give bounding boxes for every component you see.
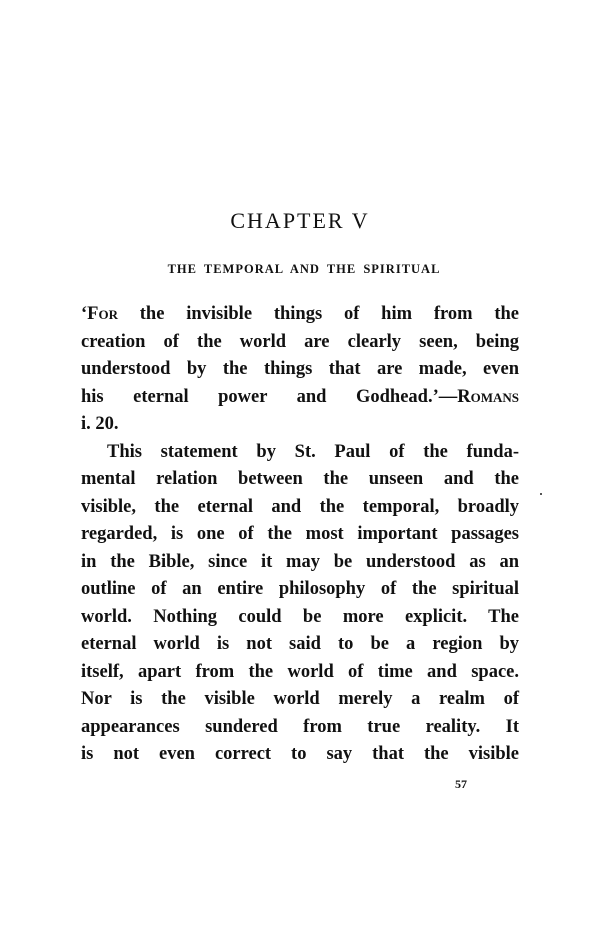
epigraph-line: i. 20. (81, 414, 119, 434)
epigraph-text: his eternal power and Godhead.’— (81, 386, 458, 407)
paragraph-line: in the Bible, since it may be understood as an (81, 551, 519, 572)
scan-speck (540, 493, 542, 495)
epigraph-line (81, 301, 519, 329)
epigraph-line: creation of the world are clearly seen, being (81, 331, 519, 352)
paragraph-line: regarded, is one of the most important passages (81, 524, 519, 544)
epigraph-line (81, 384, 519, 412)
chapter-title: CHAPTER V (230, 208, 370, 233)
paragraph-line: outline of an entire philosophy of the spiritual (81, 579, 519, 599)
paragraph-line: mental relation between the unseen and the (81, 469, 519, 489)
paragraph-line: This statement by St. Paul of the funda- (107, 441, 519, 462)
paragraph-line: itself, apart from the world of time and space. (81, 661, 519, 682)
epigraph-text: the invisible things of him from the (117, 304, 519, 324)
epigraph-line: understood by the things that are made, even (81, 359, 519, 379)
paragraph-line: Nor is the visible world merely a realm of (81, 689, 519, 709)
paragraph-line: is not even correct to say that the visible (81, 744, 519, 764)
paragraph-line: eternal world is not said to be a region by (81, 634, 519, 654)
paragraph-line: world. Nothing could be more explicit. The (81, 606, 519, 627)
paragraph-line: visible, the eternal and the temporal, broadly (81, 496, 519, 517)
page-number: 57 (455, 777, 467, 791)
paragraph-line: appearances sundered from true reality. It (81, 716, 519, 737)
epigraph-citation: Romans (457, 386, 519, 407)
epigraph-lead-word: ‘For (81, 304, 118, 324)
chapter-subtitle: THE TEMPORAL AND THE SPIRITUAL (167, 262, 441, 276)
page-body (81, 301, 519, 769)
